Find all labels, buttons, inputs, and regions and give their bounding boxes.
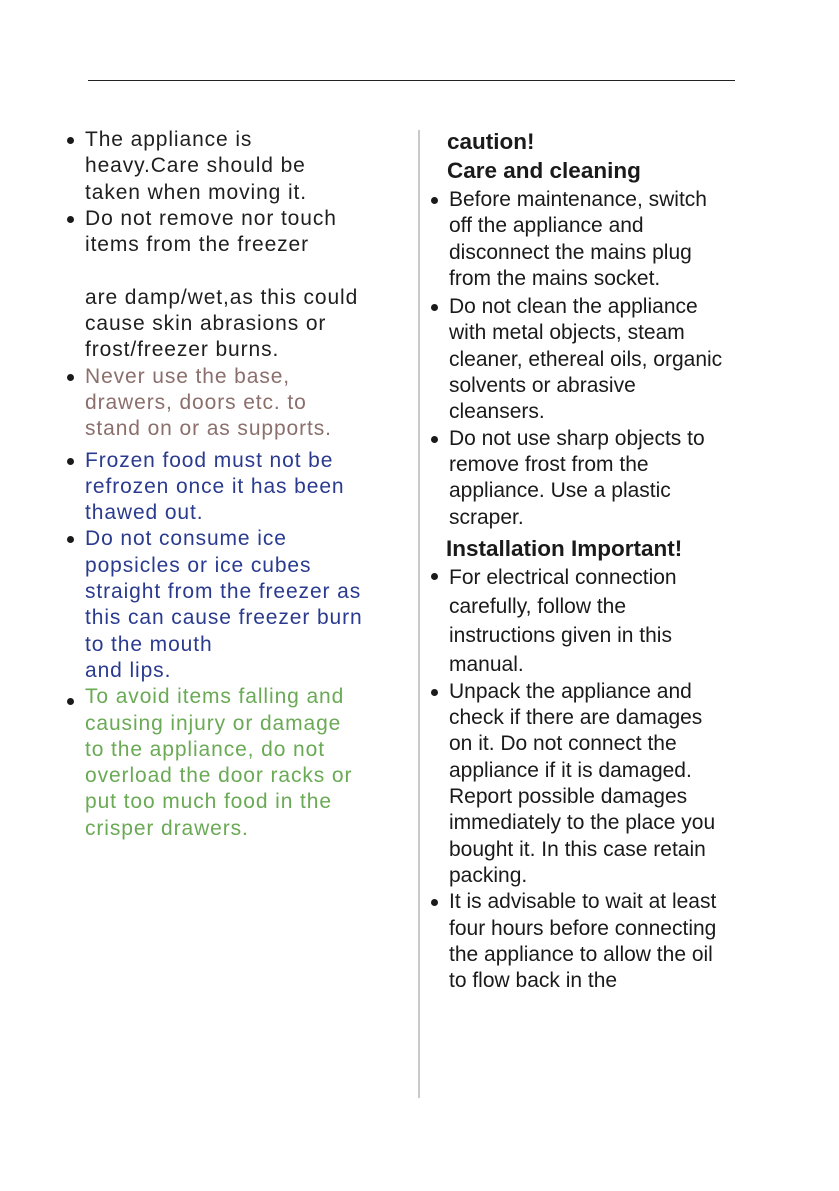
list-item bbox=[62, 526, 407, 684]
list-item bbox=[62, 448, 407, 527]
bullet-icon bbox=[431, 304, 438, 311]
item-text: Do not remove nor touch items from the freezer bbox=[85, 206, 337, 257]
item-text: Never use the base, drawers, doors etc. to stand on or as supports. bbox=[85, 364, 332, 441]
header-rule bbox=[88, 80, 735, 81]
bullet-icon bbox=[431, 573, 438, 580]
bullet-icon bbox=[67, 216, 74, 223]
item-text: It is advisable to wait at least four hours before connecting the appliance to allow the oil to flow back in the bbox=[449, 890, 717, 993]
bullet-icon bbox=[67, 374, 74, 381]
list-item bbox=[62, 364, 407, 443]
list-item bbox=[62, 127, 407, 206]
list-item bbox=[62, 206, 407, 364]
item-text: Before maintenance, switch off the appliance and disconnect the mains plug from the mains socket. bbox=[449, 188, 707, 290]
item-text: For electrical connection carefully, follow the instructions given in this manual. bbox=[449, 565, 677, 676]
item-text: Do not consume ice popsicles or ice cubes straight from the freezer as this can cause freezer burn to the mouth and lips. bbox=[85, 527, 363, 682]
bullet-icon bbox=[67, 698, 74, 705]
left-column bbox=[62, 127, 407, 842]
right-column bbox=[426, 127, 766, 994]
item-text: Unpack the appliance and check if there are damages on it. Do not connect the appliance if it is damaged. Report possible damages immediately to the place you bought it. In this case retain packing. bbox=[449, 679, 716, 887]
list-item bbox=[426, 187, 766, 292]
bullet-icon bbox=[431, 436, 438, 443]
bullet-icon bbox=[431, 899, 438, 906]
item-text: Frozen food must not be refrozen once it has been thawed out. bbox=[85, 448, 345, 525]
blank-line bbox=[85, 258, 407, 284]
column-divider bbox=[418, 130, 420, 1098]
list-item bbox=[426, 679, 766, 889]
install-heading: Installation Important! bbox=[446, 535, 683, 561]
item-text: Do not use sharp objects to remove frost from the appliance. Use a plastic scraper. bbox=[449, 426, 705, 529]
care-heading: Care and cleaning bbox=[447, 158, 641, 183]
list-item bbox=[426, 563, 766, 679]
bullet-icon bbox=[431, 689, 438, 696]
bullet-icon bbox=[67, 536, 74, 543]
list-item bbox=[62, 684, 407, 842]
list-item bbox=[426, 294, 766, 425]
item-text: The appliance is heavy.Care should be taken when moving it. bbox=[85, 128, 308, 204]
list-item bbox=[426, 426, 766, 531]
bullet-icon bbox=[431, 197, 438, 204]
caution-label: caution! bbox=[447, 129, 535, 154]
bullet-icon bbox=[67, 458, 74, 465]
item-text-continued: are damp/wet,as this could cause skin abrasions or frost/freezer burns. bbox=[85, 285, 359, 362]
item-text: To avoid items falling and causing injury or damage to the appliance, do not overload the door racks or put too much food in the crisper drawers. bbox=[85, 685, 353, 840]
item-text: Do not clean the appliance with metal objects, steam cleaner, ethereal oils, organic solvents or abrasive cleansers. bbox=[449, 295, 723, 424]
bullet-icon bbox=[67, 137, 74, 144]
list-item bbox=[426, 889, 766, 994]
